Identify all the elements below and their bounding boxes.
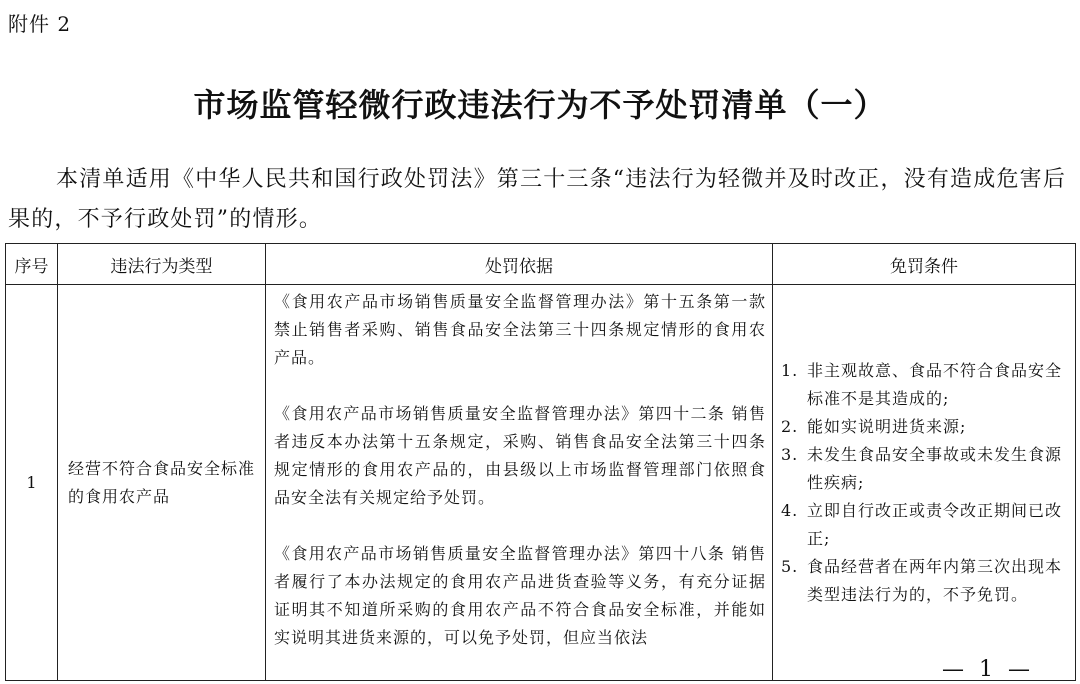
header-violation-type: 违法行为类型	[58, 244, 266, 285]
condition-item	[781, 413, 1069, 441]
condition-number: 5.	[781, 556, 799, 576]
page-number: — 1 —	[942, 657, 1034, 682]
condition-number: 1.	[781, 360, 799, 380]
condition-text: 食品经营者在两年内第三次出现本类型违法行为的，不予免罚。	[807, 556, 1063, 604]
row-seq: 1	[6, 285, 58, 681]
condition-number: 3.	[781, 444, 799, 464]
basis-paragraph: 《食用农产品市场销售质量安全监督管理办法》第四十二条 销售者违反本办法第十五条规定，采购、销售食品安全法第三十四条规定情形的食用农产品的，由县级以上市场监督管理部门依照食品安全法有关规定给予处罚。	[274, 404, 766, 507]
condition-number: 4.	[781, 500, 799, 520]
condition-item	[781, 357, 1069, 413]
conditions-list	[781, 357, 1069, 609]
row-exemption-conditions	[773, 285, 1076, 681]
document-title: 市场监管轻微行政违法行为不予处罚清单（一）	[193, 86, 887, 124]
penalty-exemption-table	[5, 243, 1076, 681]
row-penalty-basis	[266, 285, 773, 681]
basis-paragraph: 《食用农产品市场销售质量安全监督管理办法》第十五条第一款 禁止销售者采购、销售食品安全法第三十四条规定情形的食用农产品。	[274, 292, 766, 367]
header-seq: 序号	[6, 244, 58, 285]
table-row	[6, 285, 1076, 681]
attachment-label: 附件 2	[8, 12, 72, 36]
intro-paragraph: 本清单适用《中华人民共和国行政处罚法》第三十三条“违法行为轻微并及时改正，没有造成危害后果的，不予行政处罚”的情形。	[8, 167, 1067, 232]
table-header-row	[6, 244, 1076, 285]
condition-item	[781, 497, 1069, 553]
condition-text: 非主观故意、食品不符合食品安全标准不是其造成的;	[807, 360, 1063, 408]
header-penalty-basis: 处罚依据	[266, 244, 773, 285]
condition-text: 未发生食品安全事故或未发生食源性疾病;	[807, 444, 1063, 492]
condition-text: 能如实说明进货来源;	[807, 416, 967, 436]
condition-item	[781, 553, 1069, 609]
row-violation-type: 经营不符合食品安全标准的食用农产品	[58, 285, 266, 681]
condition-text: 立即自行改正或责令改正期间已改正;	[807, 500, 1063, 548]
basis-paragraph: 《食用农产品市场销售质量安全监督管理办法》第四十八条 销售者履行了本办法规定的食用农产品进货查验等义务，有充分证据证明其不知道所采购的食用农产品不符合食品安全标准，并能如实说明其进货来源的，可以免予处罚，但应当依法	[274, 544, 766, 647]
condition-number: 2.	[781, 416, 799, 436]
condition-item	[781, 441, 1069, 497]
header-exemption-conditions: 免罚条件	[773, 244, 1076, 285]
